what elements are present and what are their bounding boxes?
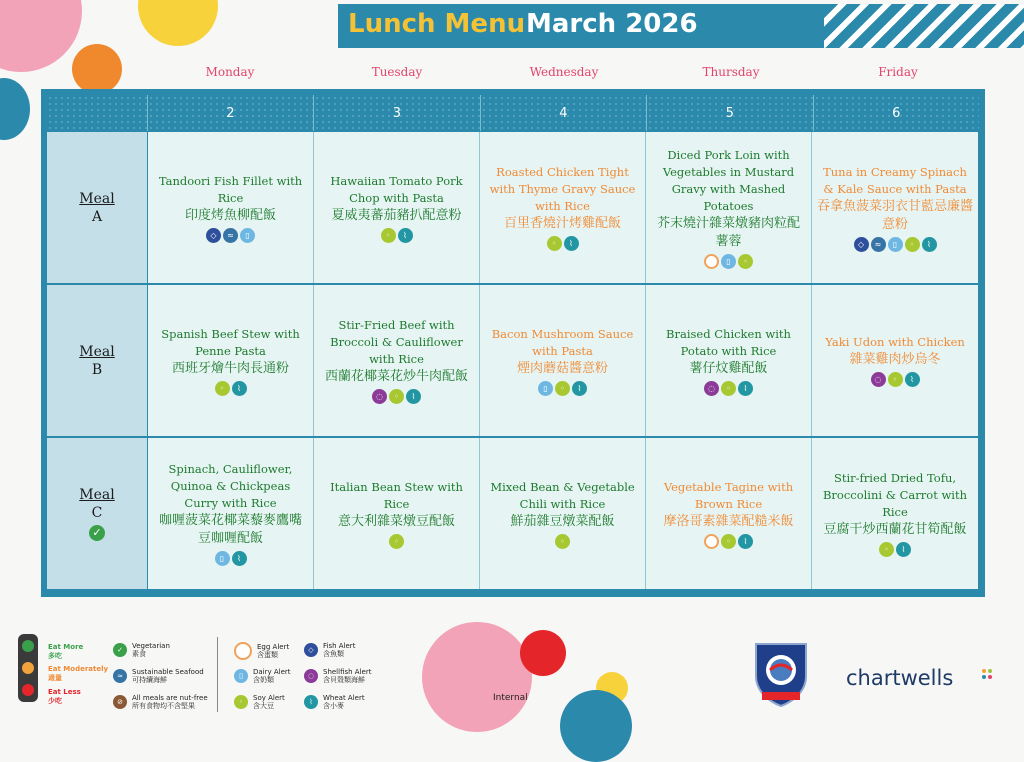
meal-name-zh: 百里香燒汁烤雞配飯	[503, 216, 621, 231]
meal-name-zh: 夏威夷蕃茄豬扒配意粉	[331, 207, 462, 223]
date-cell: 3	[314, 95, 480, 131]
decor-circle-blue	[0, 78, 30, 140]
school-crest-logo	[752, 640, 810, 708]
soy-icon: ◦	[389, 389, 404, 404]
wheat-icon: ⌇	[564, 236, 579, 251]
day-tuesday: Tuesday	[371, 65, 423, 79]
legend-dairy-alert: ▯ Dairy Alert 含奶類	[234, 668, 291, 684]
legend-fish-alert: ◇ Fish Alert 含魚類	[304, 642, 355, 658]
meal-cell	[646, 285, 812, 436]
legend-sustainable-seafood: ≈ Sustainable Seafood 可持續海鮮	[113, 668, 204, 684]
meal-name-zh: 西班牙燴牛肉長通粉	[171, 360, 289, 376]
meal-label-letter: A	[91, 208, 103, 225]
meal-name-en: Braised Chicken with Potato with Rice	[666, 326, 791, 358]
allergen-icons	[372, 389, 421, 404]
meal-name-en: Tandoori Fish Fillet with Rice	[158, 173, 303, 205]
meal-rows	[47, 132, 979, 589]
wheat-icon: ⌇	[738, 381, 753, 396]
meal-cell	[314, 285, 480, 436]
sustainable-seafood-icon: ≈	[223, 228, 238, 243]
wheat-icon: ⌇	[896, 542, 911, 557]
meal-cell	[314, 438, 480, 589]
meal-name-zh: 薯仔炆雞配飯	[689, 360, 768, 376]
legend-eat-more: Eat More 多吃	[48, 643, 84, 660]
dairy-icon: ▯	[721, 254, 736, 269]
meal-cell	[148, 285, 314, 436]
fish-icon: ◇	[854, 237, 869, 252]
meal-cell	[480, 132, 646, 283]
meal-name-zh: 煙肉蘑菇醬意粉	[516, 360, 608, 376]
chartwells-dots-icon	[981, 668, 995, 682]
meal-name-en: Hawaiian Tomato Pork Chop with Pasta	[330, 173, 463, 205]
nut-free-icon: ⊘	[113, 695, 127, 709]
allergen-icons	[704, 534, 753, 549]
meal-name-zh: 西蘭花椰菜花炒牛肉配飯	[324, 369, 468, 384]
meal-label-word: Meal	[79, 343, 115, 360]
date-cell: 4	[481, 95, 647, 131]
fish-icon: ◇	[206, 228, 221, 243]
vegetarian-icon: ✓	[113, 643, 127, 657]
legend-shellfish-alert: ◌ Shellfish Alert 含貝殼類海鮮	[304, 668, 371, 684]
date-bar	[47, 95, 979, 131]
meal-label-letter: B	[91, 361, 103, 378]
decor-circle-pink-bottom	[422, 622, 532, 732]
meal-name-en: Tuna in Creamy Spinach & Kale Sauce with Pasta	[823, 164, 967, 196]
sustainable-seafood-icon: ≈	[113, 669, 127, 683]
allergen-icons	[854, 237, 937, 252]
shellfish-icon: ◌	[372, 389, 387, 404]
allergen-icons	[215, 381, 247, 396]
meal-name-en: Spanish Beef Stew with Penne Pasta	[161, 326, 300, 358]
soy-icon: ◦	[215, 381, 230, 396]
shellfish-icon: ◌	[871, 372, 886, 387]
soy-icon: ◦	[879, 542, 894, 557]
day-friday: Friday	[878, 65, 918, 79]
wheat-icon: ⌇	[738, 534, 753, 549]
legend-eat-moderately: Eat Moderately 適量	[48, 665, 109, 682]
allergen-icons	[704, 254, 753, 269]
allergen-icons	[547, 236, 579, 251]
soy-icon: ◦	[721, 381, 736, 396]
dairy-icon: ▯	[234, 669, 248, 683]
egg-icon	[704, 254, 719, 269]
legend-soy-alert: ◦ Soy Alert 含大豆	[234, 694, 285, 710]
meal-row	[47, 438, 979, 589]
wheat-icon: ⌇	[905, 372, 920, 387]
wheat-icon: ⌇	[304, 695, 318, 709]
dairy-icon: ▯	[538, 381, 553, 396]
meal-name-zh: 雜菜雞肉炒烏冬	[849, 352, 941, 367]
wheat-icon: ⌇	[922, 237, 937, 252]
wheat-icon: ⌇	[232, 551, 247, 566]
meal-name-zh: 印度烤魚柳配飯	[184, 207, 276, 223]
meal-name-zh: 芥末燒汁雜菜燉豬肉粒配薯蓉	[656, 215, 800, 249]
shellfish-icon: ◌	[704, 381, 719, 396]
fish-icon: ◇	[304, 643, 318, 657]
meal-cell	[646, 132, 812, 283]
legend-egg-alert: Egg Alert 含蛋類	[234, 642, 289, 660]
meal-name-en: Yaki Udon with Chicken	[825, 335, 965, 349]
soy-icon: ◦	[888, 372, 903, 387]
soy-icon: ◦	[389, 534, 404, 549]
day-thursday: Thursday	[702, 65, 760, 79]
title-month: March 2026	[526, 9, 698, 39]
meal-row	[47, 285, 979, 438]
decor-circle-blue-bottom	[560, 690, 632, 762]
meal-name-en: Spinach, Cauliflower, Quinoa & Chickpeas Curry with Rice	[168, 462, 293, 510]
date-cell: 5	[647, 95, 813, 131]
banner-stripes	[824, 4, 1024, 48]
allergen-icons	[555, 534, 570, 549]
title-lunch-menu: Lunch Menu	[348, 9, 526, 39]
chartwells-logo-text: chartwells	[846, 666, 954, 690]
date-cell: 6	[814, 95, 979, 131]
wheat-icon: ⌇	[398, 228, 413, 243]
meal-label-word: Meal	[79, 486, 115, 503]
meal-name-en: Stir-Fried Beef with Broccoli & Cauliflower with Rice	[330, 318, 463, 366]
allergen-icons	[206, 228, 255, 243]
meal-name-zh: 意大利雜菜燉豆配飯	[337, 513, 455, 529]
meal-name-en: Bacon Mushroom Sauce with Pasta	[491, 326, 634, 358]
soy-icon: ◦	[381, 228, 396, 243]
decor-circle-yellow	[138, 0, 218, 46]
meal-name-en: Mixed Bean & Vegetable Chili with Rice	[490, 479, 635, 511]
internal-label: Internal	[493, 693, 528, 703]
menu-grid	[41, 89, 985, 597]
soy-icon: ◦	[234, 695, 248, 709]
dairy-icon: ▯	[888, 237, 903, 252]
vegetarian-icon: ✓	[89, 525, 105, 541]
decor-circle-orange	[72, 44, 122, 94]
egg-icon	[704, 534, 719, 549]
allergen-icons	[704, 381, 753, 396]
meal-name-en: Stir-fried Dried Tofu, Broccolini & Carrot with Rice	[822, 471, 968, 519]
wheat-icon: ⌇	[572, 381, 587, 396]
date-cell-empty	[47, 95, 148, 131]
meal-cell	[480, 285, 646, 436]
allergen-icons	[381, 228, 413, 243]
meal-cell	[148, 132, 314, 283]
soy-icon: ◦	[555, 534, 570, 549]
legend-eat-less: Eat Less 少吃	[48, 688, 81, 705]
meal-cell	[812, 132, 978, 283]
soy-icon: ◦	[555, 381, 570, 396]
wheat-icon: ⌇	[406, 389, 421, 404]
soy-icon: ◦	[547, 236, 562, 251]
shellfish-icon: ◌	[304, 669, 318, 683]
meal-name-en: Italian Bean Stew with Rice	[330, 479, 463, 511]
date-cell: 2	[148, 95, 314, 131]
decor-circle-red	[520, 630, 566, 676]
meal-cell	[812, 285, 978, 436]
meal-label-letter: C	[91, 504, 103, 521]
egg-icon	[234, 642, 252, 660]
meal-label-word: Meal	[79, 190, 115, 207]
day-monday: Monday	[205, 65, 255, 79]
meal-name-zh: 吞拿魚菠菜羽衣甘藍忌廉醬意粉	[817, 198, 974, 232]
meal-cell	[314, 132, 480, 283]
soy-icon: ◦	[738, 254, 753, 269]
soy-icon: ◦	[905, 237, 920, 252]
legend-divider	[217, 637, 218, 712]
meal-name-en: Vegetable Tagine with Brown Rice	[663, 479, 794, 511]
day-wednesday: Wednesday	[529, 65, 599, 79]
meal-cell	[646, 438, 812, 589]
wheat-icon: ⌇	[232, 381, 247, 396]
traffic-light-icon	[18, 634, 38, 702]
legend-vegetarian: ✓ Vegetarian 素食	[113, 642, 170, 658]
legend-nut-free: ⊘ All meals are nut-free 所有食物均不含堅果	[113, 694, 208, 710]
meal-name-zh: 豆腐干炒西蘭花甘筍配飯	[823, 522, 967, 537]
meal-label	[47, 132, 148, 283]
meal-label	[47, 285, 148, 436]
meal-name-en: Diced Pork Loin with Vegetables in Mustard Gravy with Mashed Potatoes	[662, 147, 795, 213]
meal-name-zh: 摩洛哥素雜菜配糙米飯	[663, 513, 794, 529]
legend-wheat-alert: ⌇ Wheat Alert 含小麥	[304, 694, 365, 710]
meal-name-zh: 咖喱菠菜花椰菜藜麥鷹嘴豆咖喱配飯	[158, 513, 302, 546]
allergen-icons	[538, 381, 587, 396]
decor-circle-pink	[0, 0, 82, 72]
allergen-icons	[389, 534, 404, 549]
dairy-icon: ▯	[240, 228, 255, 243]
meal-cell	[812, 438, 978, 589]
meal-label	[47, 438, 148, 589]
meal-cell	[148, 438, 314, 589]
soy-icon: ◦	[721, 534, 736, 549]
allergen-icons	[871, 372, 920, 387]
meal-row	[47, 132, 979, 285]
meal-name-zh: 鮮茄雜豆燉菜配飯	[510, 513, 615, 529]
sustainable-seafood-icon: ≈	[871, 237, 886, 252]
meal-name-en: Roasted Chicken Tight with Thyme Gravy Sauce with Rice	[489, 165, 636, 213]
allergen-icons	[215, 551, 247, 566]
dairy-icon: ▯	[215, 551, 230, 566]
meal-cell	[480, 438, 646, 589]
allergen-icons	[879, 542, 911, 557]
